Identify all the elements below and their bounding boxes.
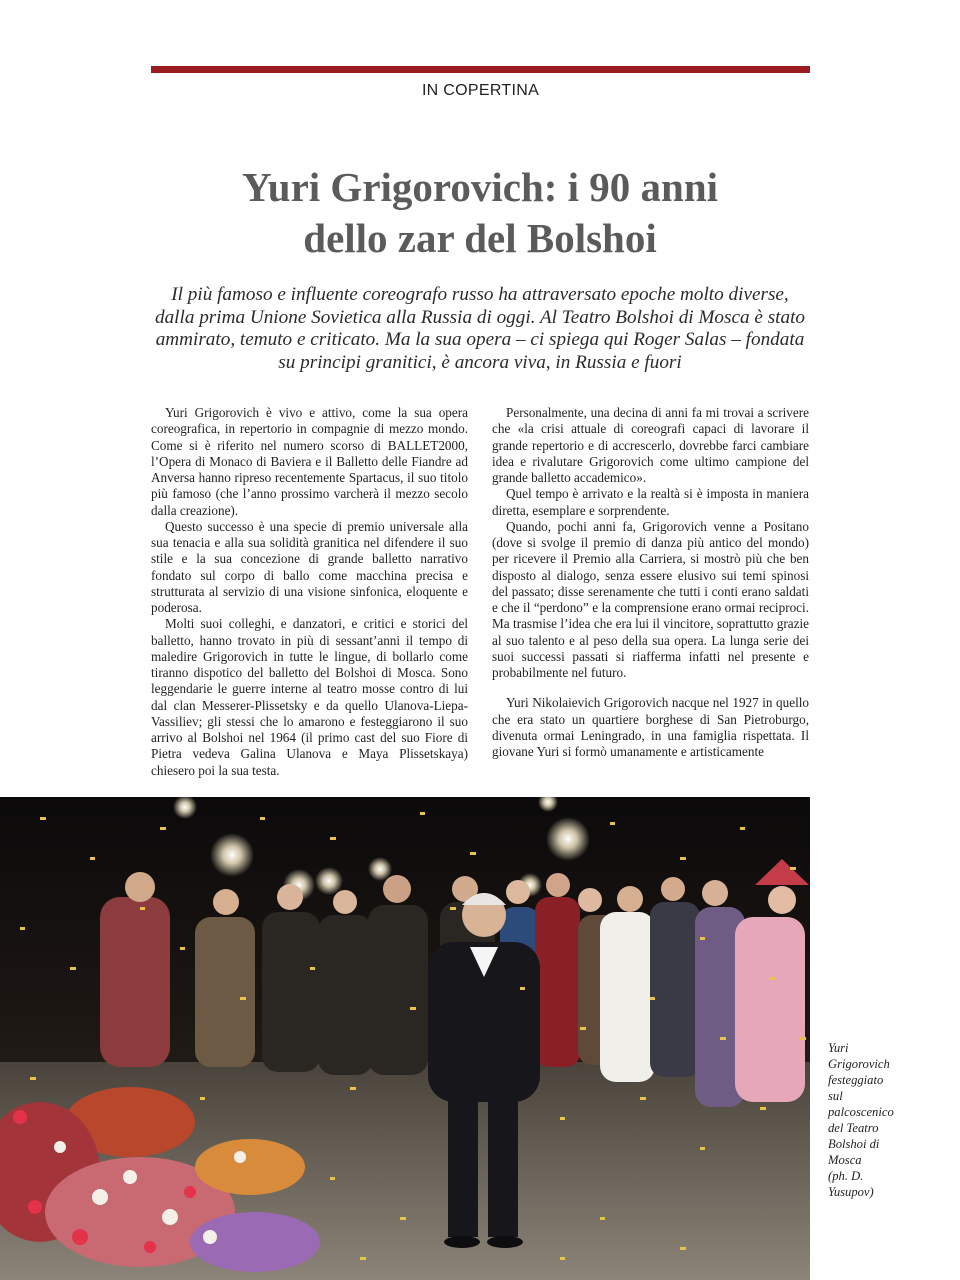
- paragraph: Personalmente, una decina di anni fa mi trovai a scrivere che «la crisi attuale di coreografi capaci di lavorare il grande repertorio e di accrescerlo, dovrebbe farci cambiare idea e rivalutare Grigorovich come ultimo campione del grande balletto accademico».: [492, 405, 809, 485]
- article-title: [120, 162, 840, 264]
- lead-line: Il più famoso e influente coreografo russo ha attraversato epoche molto diverse,: [171, 284, 789, 305]
- title-line: Yuri Grigorovich: i 90 anni: [241, 164, 719, 210]
- caption-line: (ph. D.: [828, 1169, 864, 1183]
- caption-line: Bolshoi di: [828, 1137, 880, 1151]
- stage-photo-illustration: [0, 797, 810, 1280]
- caption-line: sul: [828, 1089, 843, 1103]
- body-column-left: [151, 405, 468, 779]
- paragraph: Questo successo è una specie di premio universale alla sua tenacia e alla sua solidità granitica nel difendere il suo stile e la sua concezione di grande balletto narrativo fondato sul corpo di ballo come macchina precisa e strutturata al servizio di una visione sinfonica, eloquente e poderosa.: [151, 518, 468, 615]
- section-label: IN COPERTINA: [421, 82, 540, 99]
- article-lead: [140, 284, 820, 374]
- caption-line: Mosca: [828, 1153, 862, 1167]
- paragraph: Molti suoi colleghi, e danzatori, e critici e storici del balletto, hanno trovato in più di sessant’anni il tempo di maledire Grigorovich in tutte le lingue, di bollarlo come tiranno dispotico del balletto del Bolshoi di Mosca. Sono leggendarie le guerre interne al teatro mosse contro di lui dal clan Messerer-Plissetsky e da quello Ulanova-Liepa-Vassiliev; gli stessi che lo amarono e festeggiarono il suo arrivo al Bolshoi nel 1964 (il primo cast del suo Fiore di Pietra vedeva Galina Ulanova e Maya Plissetskaya) chiesero poi la sua testa.: [151, 616, 468, 778]
- paragraph: Quel tempo è arrivato e la realtà si è imposta in maniera diretta, esemplare e sorprendente.: [492, 486, 809, 518]
- title-line: dello zar del Bolshoi: [303, 215, 657, 261]
- paragraph: Yuri Nikolaievich Grigorovich nacque nel 1927 in quello che era stato un quartiere borghese di San Pietroburgo, divenuta ormai Leningrado, in una famiglia rispettata. Il giovane Yuri si formò umanamente e artisticamente: [492, 695, 809, 759]
- photo-caption: [828, 1040, 928, 1200]
- lead-line: su principi granitici, è ancora viva, in Russia e fuori: [278, 351, 682, 373]
- caption-line: Yuri: [828, 1041, 849, 1055]
- lead-line: dalla prima Unione Sovietica alla Russia di oggi. Al Teatro Bolshoi di Mosca è stato: [154, 306, 806, 328]
- caption-line: del Teatro: [828, 1121, 879, 1135]
- paragraph: Quando, pochi anni fa, Grigorovich venne a Positano (dove si svolge il premio di danza più antico del mondo) per ricevere il Premio alla Carriera, si mostrò più che ben disposto al dialogo, senza essere elusivo sui temi spinosi del passato; disse serenamente che tutti i conti erano saldati e che il “perdono” e la comprensione erano ormai reciproci. Ma trasmise l’idea che era lui il vincitore, soprattutto grazie al suo talento e al peso della sua opera. La lunga serie dei suoi successi passati si riafferma infatti nel presente e probabilmente nel futuro.: [492, 518, 809, 680]
- caption-line: Yusupov): [828, 1185, 874, 1199]
- body-column-right: [492, 405, 809, 760]
- paragraph: Yuri Grigorovich è vivo e attivo, come la sua opera coreografica, in repertorio in compagnie di mezzo mondo. Come si è riferito nel numero scorso di BALLET2000, l’Opera di Monaco di Baviera e il Balletto delle Fiandre ad Anversa hanno ripreso recentemente Spartacus, il suo titolo più famoso (che l’anno prossimo varcherà il mezzo secolo dalla creazione).: [151, 405, 468, 518]
- caption-line: palcoscenico: [828, 1105, 894, 1119]
- lead-line: ammirato, temuto e criticato. Ma la sua opera – ci spiega qui Roger Salas – fondata: [155, 329, 805, 351]
- stage-photo: [0, 797, 810, 1280]
- top-rule: [151, 66, 810, 73]
- caption-line: festeggiato: [828, 1073, 884, 1087]
- caption-line: Grigorovich: [828, 1057, 890, 1071]
